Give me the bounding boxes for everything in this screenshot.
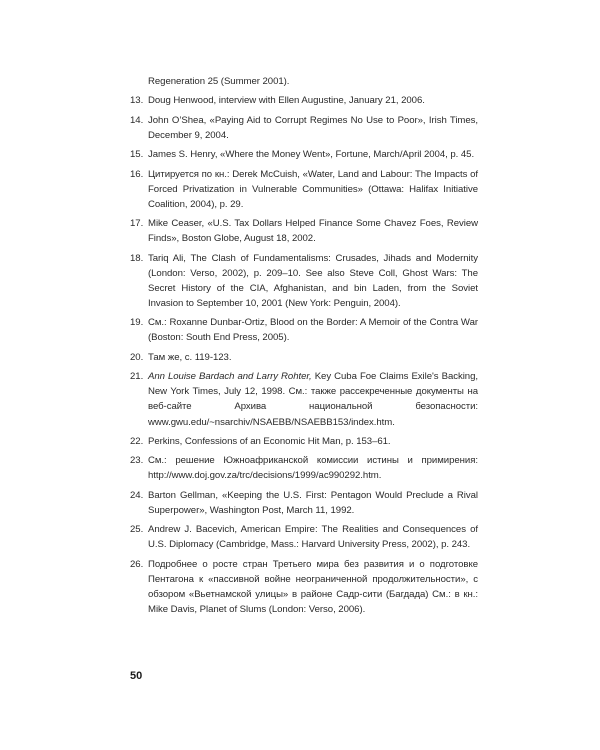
note-text: Там же, с. 119-123. — [148, 351, 232, 363]
note-number: 13. — [130, 95, 144, 107]
note-19 — [130, 315, 478, 345]
note-21 — [130, 369, 478, 429]
note-number: 23. — [130, 455, 144, 467]
note-number: 21. — [130, 371, 144, 383]
note-text: John O’Shea, «Paying Aid to Corrupt Regimes No Use to Poor», Irish Times, December 9, 2004. — [148, 114, 478, 141]
note-authors-italic: Ann Louise Bardach and Larry Rohter, — [148, 371, 312, 383]
note-number: 24. — [130, 489, 144, 501]
note-text: Doug Henwood, interview with Ellen Augustine, January 21, 2006. — [148, 95, 425, 107]
note-number: 16. — [130, 168, 144, 180]
note-text: Key Cuba Foe Claims Exile's Backing, New York Times, July 12, 1998. См.: также рассекреченные документы на веб-сайте Архива национальной безопасности: www.gwu.edu/~nsarchiv/NSAEBB/NSAEBB153/index.htm. — [148, 371, 478, 428]
note-text: Tariq Ali, The Clash of Fundamentalisms: Crusades, Jihads and Modernity (London: Verso, 2002), p. 209–10. See also Steve Coll, Ghost Wars: The Secret History of the CIA, Afghanistan, and bin Laden, from the Soviet Invasion to September 10, 2001 (New York: Penguin, 2004). — [148, 252, 478, 309]
note-text: Regeneration 25 (Summer 2001). — [148, 76, 290, 87]
note-text: Подробнее о росте стран Третьего мира без развития и о подготовке Пентагона к «пассивной войне неограниченной продолжительности», с обзором «Вьетнамской улицы» в районе Садр-сити (Багдада) См.: в кн.: Mike Davis, Planet of Slums (London: Verso, 2006). — [148, 558, 478, 616]
note-text: Цитируется по кн.: Derek McCuish, «Water, Land and Labour: The Impacts of Forced Privatization in Vulnerable Communities» (Ottawa: Halifax Initiative Coalition, 2004), p. 29. — [148, 168, 478, 210]
note-13 — [130, 93, 478, 108]
note-number: 17. — [130, 218, 144, 230]
note-14 — [130, 113, 478, 143]
note-text: James S. Henry, «Where the Money Went», Fortune, March/April 2004, p. 45. — [148, 149, 475, 161]
endnotes-list — [130, 74, 478, 621]
note-22 — [130, 434, 478, 449]
note-20 — [130, 350, 478, 365]
note-number: 18. — [130, 252, 144, 264]
note-18 — [130, 251, 478, 311]
note-text: См.: Roxanne Dunbar-Ortiz, Blood on the Border: A Memoir of the Contra War (Boston: South End Press, 2005). — [148, 317, 478, 344]
note-number: 15. — [130, 149, 144, 161]
note-number: 14. — [130, 114, 144, 126]
note-text: Andrew J. Bacevich, American Empire: The Realities and Consequences of U.S. Diplomacy (Cambridge, Mass.: Harvard University Press, 2002), p. 243. — [148, 524, 478, 551]
note-23 — [130, 453, 478, 483]
note-text: Perkins, Confessions of an Economic Hit Man, p. 153–61. — [148, 435, 391, 447]
note-25 — [130, 522, 478, 552]
note-text: См.: решение Южноафриканской комиссии истины и примирения: http://www.doj.gov.za/trc/decisions/1999/ac990292.htm. — [148, 455, 478, 482]
note-number: 22. — [130, 435, 144, 447]
note-15 — [130, 147, 478, 162]
note-continuation — [130, 74, 478, 89]
note-number: 20. — [130, 351, 144, 363]
page-number: 50 — [130, 670, 143, 682]
note-text: Barton Gellman, «Keeping the U.S. First: Pentagon Would Preclude a Rival Superpower», Washington Post, March 11, 1992. — [148, 489, 478, 516]
note-number: 25. — [130, 524, 144, 536]
note-24 — [130, 488, 478, 518]
note-17 — [130, 216, 478, 246]
note-26 — [130, 557, 478, 617]
note-number: 26. — [130, 558, 144, 570]
note-16 — [130, 167, 478, 212]
note-text: Mike Ceaser, «U.S. Tax Dollars Helped Finance Some Chavez Foes, Review Finds», Boston Globe, August 18, 2002. — [148, 218, 478, 245]
note-number: 19. — [130, 317, 144, 329]
